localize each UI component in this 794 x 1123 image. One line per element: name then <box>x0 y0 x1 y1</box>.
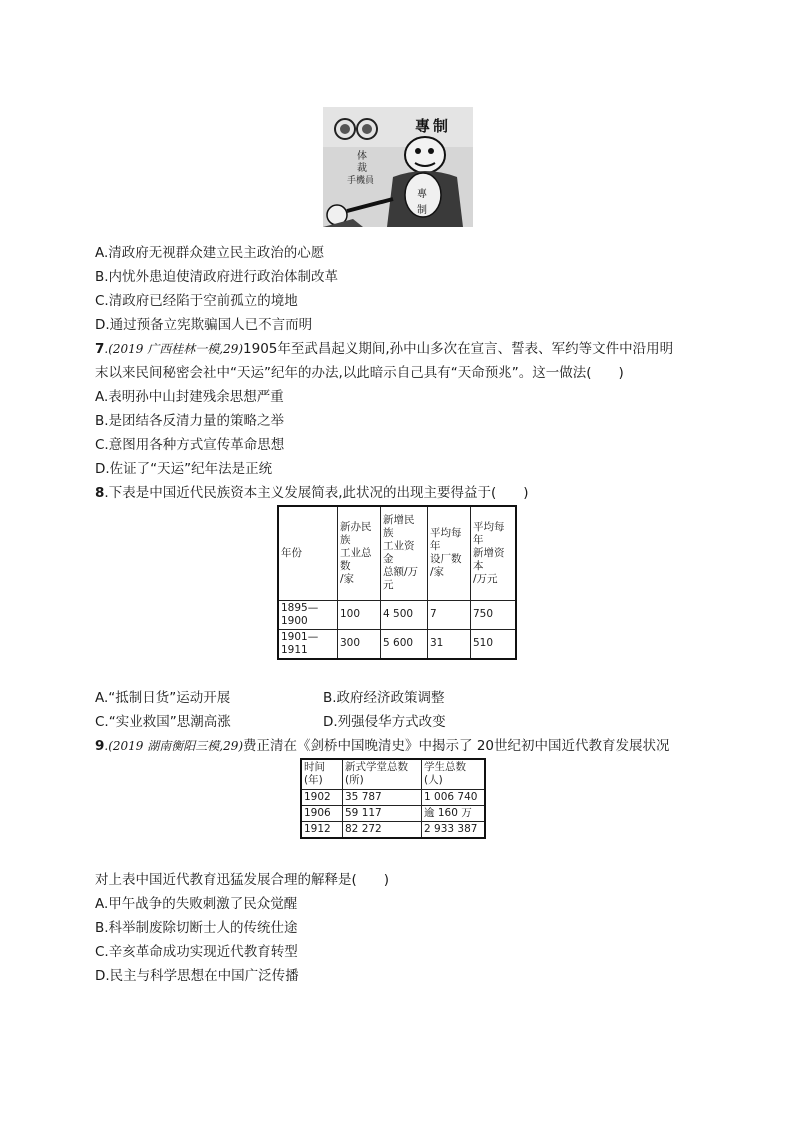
cartoon-label-2: 裁 <box>357 163 367 174</box>
q7-option-d: D.佐证了“天运”纪年法是正统 <box>95 461 273 477</box>
q9-table-header-row <box>301 759 485 789</box>
q9-th-schools: 新式学堂总数 (所) <box>343 759 422 789</box>
q8-th-year: 年份 <box>278 506 338 600</box>
q6-option-a: A.清政府无视群众建立民主政治的心愿 <box>95 245 325 261</box>
q8-cell: 510 <box>471 629 517 659</box>
q9-cell: 1912 <box>301 821 343 838</box>
q8-th-new-capital: 新增民 族 工业资 金 总额/万 元 <box>381 506 428 600</box>
q8-stem <box>95 484 529 502</box>
table-row <box>278 629 516 659</box>
q9-stem-line1 <box>95 737 670 755</box>
q8-th-avg-factories: 平均每 年 设厂数 /家 <box>428 506 471 600</box>
q7-stem-line2: 末以来民间秘密会社中“天运”纪年的办法,以此暗示自己具有“天命预兆”。这一做法( ) <box>95 365 624 381</box>
q8-cell-year: 1901— 1911 <box>278 629 338 659</box>
q8-cell: 750 <box>471 600 517 629</box>
q9-cell: 逾 160 万 <box>422 805 486 821</box>
political-cartoon-image <box>323 107 473 227</box>
q7-option-b: B.是团结各反清力量的策略之举 <box>95 413 285 429</box>
q8-cell-year: 1895— 1900 <box>278 600 338 629</box>
q8-cell: 7 <box>428 600 471 629</box>
q8-cell: 100 <box>338 600 381 629</box>
q9-option-b: B.科举制废除切断士人的传统仕途 <box>95 920 298 936</box>
q8-option-c: C.“实业救国”思潮高涨 <box>95 714 231 730</box>
table-row <box>301 821 485 838</box>
q9-option-a: A.甲午战争的失败刺激了民众觉醒 <box>95 896 298 912</box>
q8-cell: 5 600 <box>381 629 428 659</box>
q9-cell: 2 933 387 <box>422 821 486 838</box>
q8-option-d: D.列强侵华方式改变 <box>323 714 446 730</box>
q8-number: 8 <box>95 485 105 501</box>
cartoon-title: 專制 <box>415 117 452 135</box>
q9-cell: 1906 <box>301 805 343 821</box>
q9-source: .(2019 湖南衡阳三模,29) <box>104 739 244 753</box>
cartoon-label-1: 体 <box>357 151 367 162</box>
q8-cell: 300 <box>338 629 381 659</box>
q8-th-new-count: 新办民 族 工业总 数 /家 <box>338 506 381 600</box>
q9-option-c: C.辛亥革命成功实现近代教育转型 <box>95 944 298 960</box>
q7-number: 7 <box>95 341 105 357</box>
q9-cell: 1 006 740 <box>422 789 486 805</box>
cartoon-label-4: 專 <box>417 189 427 200</box>
q9-table <box>300 758 486 839</box>
q9-cell: 1902 <box>301 789 343 805</box>
table-row <box>301 789 485 805</box>
table-row <box>301 805 485 821</box>
q8-cell: 31 <box>428 629 471 659</box>
q8-th-avg-capital: 平均每 年 新增资 本 /万元 <box>471 506 517 600</box>
q8-option-b: B.政府经济政策调整 <box>323 690 445 706</box>
q6-option-c: C.清政府已经陷于空前孤立的境地 <box>95 293 298 309</box>
cartoon-label-5: 制 <box>417 205 427 216</box>
q8-table <box>277 505 517 660</box>
q7-option-a: A.表明孙中山封建残余思想严重 <box>95 389 284 405</box>
q7-stem-line1 <box>95 340 673 358</box>
q9-cell: 82 272 <box>343 821 422 838</box>
q8-cell: 4 500 <box>381 600 428 629</box>
q9-number: 9 <box>95 738 105 754</box>
q8-table-header-row <box>278 506 516 600</box>
q9-option-d: D.民主与科学思想在中国广泛传播 <box>95 968 299 984</box>
q8-option-a: A.“抵制日货”运动开展 <box>95 690 231 706</box>
q9-cell: 59 117 <box>343 805 422 821</box>
q7-option-c: C.意图用各种方式宣传革命思想 <box>95 437 285 453</box>
q8-text: .下表是中国近代民族资本主义发展简表,此状况的出现主要得益于( ) <box>104 485 529 501</box>
q6-option-b: B.内忧外患迫使清政府进行政治体制改革 <box>95 269 339 285</box>
q9-cell: 35 787 <box>343 789 422 805</box>
q9-stem: 对上表中国近代教育迅猛发展合理的解释是( ) <box>95 872 390 888</box>
q7-text: 1905年至武昌起义期间,孙中山多次在宣言、誓表、军约等文件中沿用明 <box>243 341 674 357</box>
q6-option-d: D.通过预备立宪欺骗国人已不言而明 <box>95 317 313 333</box>
cartoon-label-3: 手機員 <box>347 176 375 186</box>
q9-text: 费正清在《剑桥中国晚清史》中揭示了 20世纪初中国近代教育发展状况 <box>243 738 670 754</box>
table-row <box>278 600 516 629</box>
q9-th-students: 学生总数 (人) <box>422 759 486 789</box>
q7-source: .(2019 广西桂林一模,29) <box>104 342 244 356</box>
q9-th-year: 时间 (年) <box>301 759 343 789</box>
